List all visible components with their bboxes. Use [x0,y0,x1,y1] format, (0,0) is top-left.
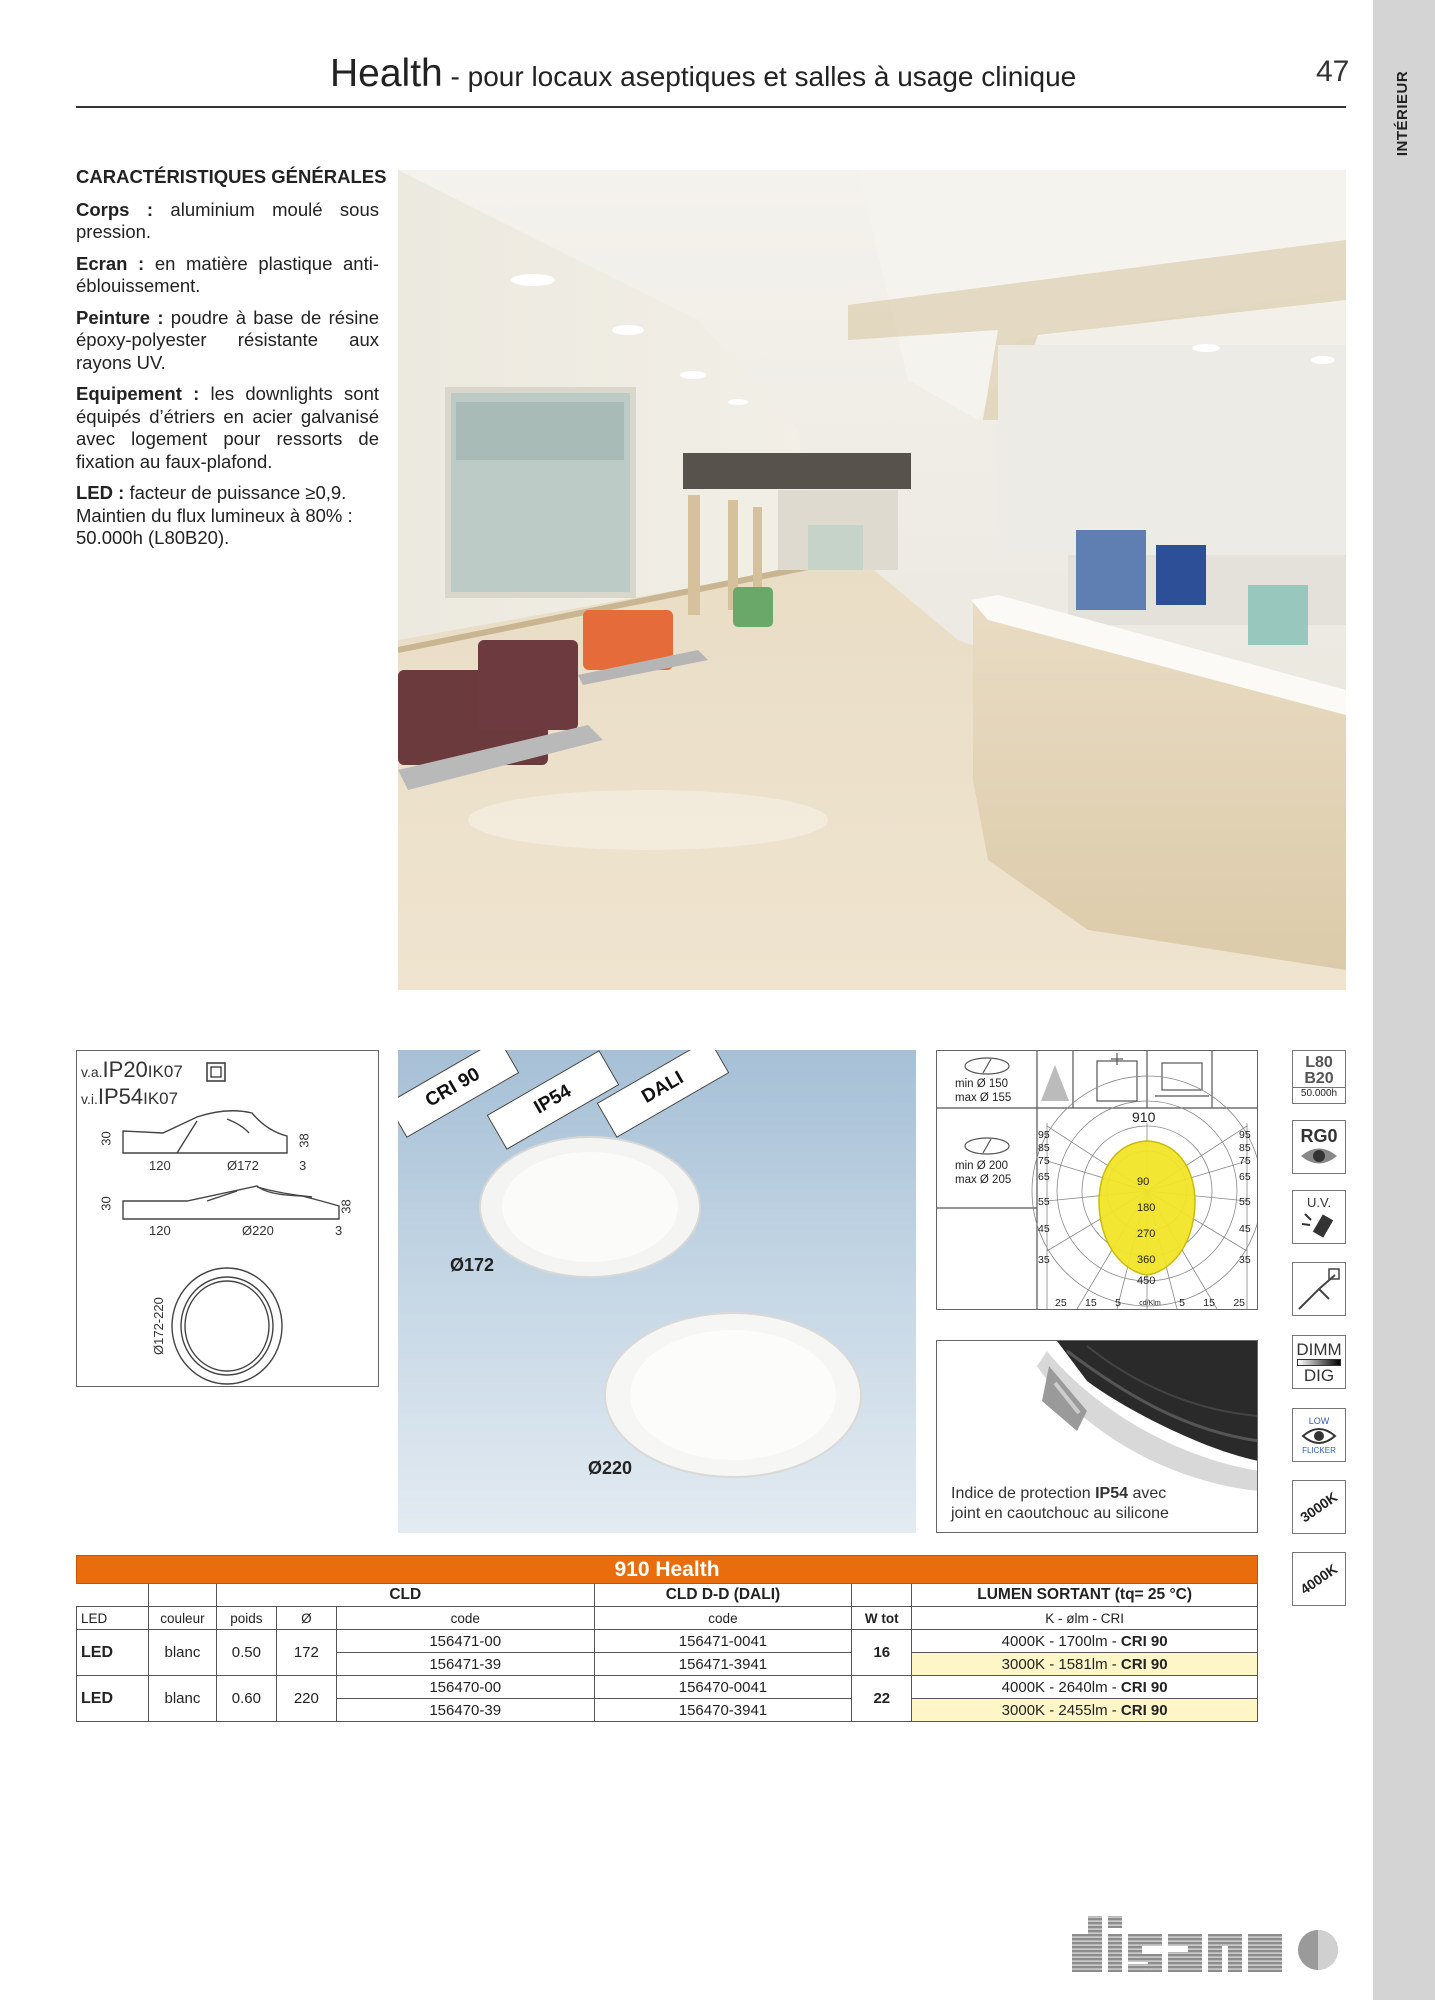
col-couleur: couleur [148,1607,216,1630]
low-flicker-icon: LOW FLICKER [1292,1408,1346,1462]
product-image-panel [398,1050,916,1533]
large-size-label: Ø220 [588,1458,633,1478]
hospital-corridor-photo [398,170,1346,990]
installation-spring-icon [1292,1262,1346,1316]
dim2-width: 120 [149,1223,171,1238]
col-code-dali: code [594,1607,852,1630]
photometry-model: 910 [1132,1109,1156,1125]
col-code: code [336,1607,594,1630]
features-heading: CARACTÉRISTIQUES GÉNÉRALES [76,166,387,187]
feature-led: LED : facteur de puissance ≥0,9. Maintien du flux lumineux à 80% : 50.000h (L80B20). [76,482,353,548]
feature-screen: Ecran : en matière plastique anti-éblouissement. [76,252,379,296]
dim2-recess: 3 [335,1223,343,1238]
feature-body: Corps : aluminium moulé sous pression. [76,198,379,242]
disano-logo [1068,1910,1350,1975]
dim1-recess-height: 38 [296,1133,312,1148]
lumen-maintenance-icon: L80 B20 50.000h [1292,1050,1346,1104]
col-lumen: K - ølm - CRI [912,1607,1258,1630]
ip-rating-internal: v.i.IP54IK07 [81,1084,179,1109]
page-title: Health - pour locaux aseptiques et salles à usage clinique [330,52,1077,95]
dim1-diameter: Ø172 [227,1158,259,1173]
bottom-angles: 25 15 5 cd/Klm 5 15 25 [1055,1297,1245,1309]
header-divider [76,106,1346,108]
col-diameter: Ø [276,1607,336,1630]
eye-icon: RG0 [1292,1120,1346,1174]
downlight-renders [398,1050,916,1533]
group-lumen: LUMEN SORTANT (tq= 25 °C) [912,1584,1258,1607]
angles-right: 95 85 75 65 55 45 35 [1239,1129,1251,1266]
badge-cri90: CRI 90 [398,1050,519,1138]
table-row: 156470-39 156470-3941 3000K - 2455lm - CRI 90 [77,1699,1258,1722]
dim1-recess: 3 [299,1158,307,1173]
color-temp-4000k-icon: 4000K [1292,1552,1346,1606]
table-title: 910 Health [77,1556,1258,1584]
seal-caption: Indice de protection IP54 avec joint en caoutchouc au silicone [951,1485,1169,1522]
color-temp-3000k-icon: 3000K [1292,1480,1346,1534]
dimension-sketch [77,1051,377,1385]
badge-dali: DALI [597,1050,730,1138]
cutout-small: min Ø 150 max Ø 155 [955,1078,1012,1104]
table-row: LED blanc 0.60 220 156470-00 156470-0041 22 4000K - 2640lm - CRI 90 [77,1676,1258,1699]
badge-ip54: IP54 [487,1050,620,1150]
feature-paint: Peinture : poudre à base de résine époxy-polyester résistante aux rayons UV. [76,306,379,373]
col-led: LED [77,1607,149,1630]
table-row: LED blanc 0.50 172 156471-00 156471-0041 16 4000K - 1700lm - CRI 90 [77,1630,1258,1653]
seal-detail-photo [936,1340,1258,1533]
small-size-label: Ø172 [450,1255,495,1275]
page-number: 47 [1316,55,1350,88]
table-row: 156471-39 156471-3941 3000K - 1581lm - CRI 90 [77,1653,1258,1676]
cutout-large: min Ø 200 max Ø 205 [955,1160,1012,1186]
dim1-height: 30 [98,1131,114,1146]
photometric-diagram [936,1050,1258,1310]
general-features [76,166,387,559]
dimmable-icon: DIMM DIG [1292,1335,1346,1389]
col-poids: poids [216,1607,276,1630]
section-tab: INTÉRIEUR [1394,70,1412,156]
dimension-drawing: v.a.IP20IK07 v.i.IP54IK07 30 120 Ø172 3 38 30 120 Ø220 3 38 Ø172-220 [76,1050,379,1387]
angles-left: 95 85 75 65 55 45 35 [1038,1129,1050,1266]
dim2-height: 30 [98,1196,114,1211]
dim2-recess-height: 38 [338,1199,354,1214]
dim2-diameter: Ø220 [242,1223,274,1238]
col-wtot: W tot [852,1607,912,1630]
uv-resistance-icon: U.V. [1292,1190,1346,1244]
side-tab-band [1373,0,1435,2000]
dim1-width: 120 [149,1158,171,1173]
ip-rating-visible: v.a.IP20IK07 [81,1057,183,1082]
group-dali: CLD D-D (DALI) [594,1584,852,1607]
spec-table [76,1555,1258,1722]
radial-values: 90 180 270 360 450 [1137,1176,1156,1287]
feature-equipment: Equipement : les downlights sont équipés d’étriers en acier galvanisé avec logement pour ressorts de fixation au faux-plafond. [76,383,379,472]
photometry-unit: cd/Klm [1139,1300,1161,1307]
group-cld: CLD [216,1584,594,1607]
page-subtitle: - pour locaux aseptiques et salles à usage clinique [442,61,1077,92]
